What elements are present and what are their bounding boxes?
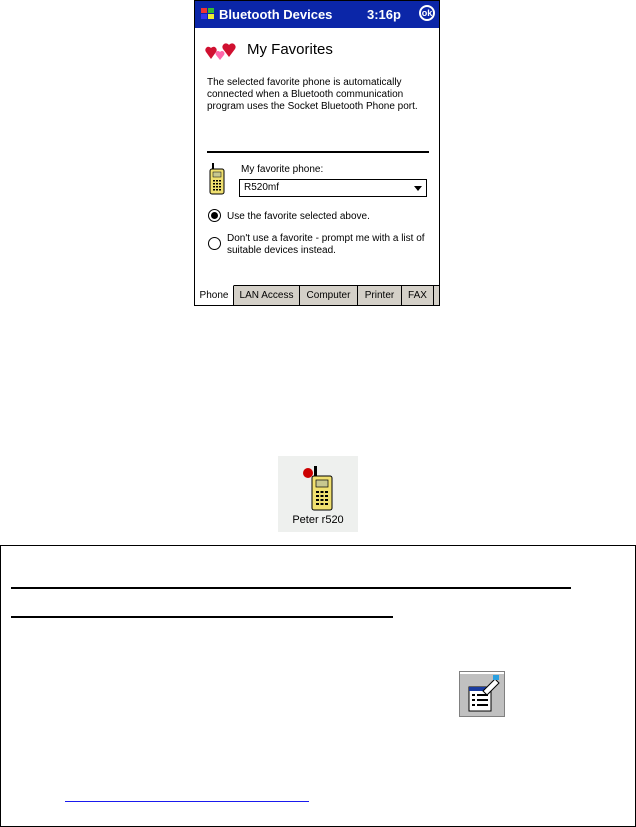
favorite-phone-label: My favorite phone: xyxy=(241,164,324,175)
ok-button[interactable]: ok xyxy=(419,5,435,21)
phone-icon xyxy=(300,464,336,512)
favorite-phone-value: R520mf xyxy=(244,182,280,193)
bluetooth-devices-window xyxy=(194,0,440,306)
hyperlink-underline[interactable] xyxy=(65,801,309,802)
tab-phone[interactable]: Phone xyxy=(195,285,234,306)
windows-start-icon[interactable] xyxy=(199,5,217,23)
underline-rule xyxy=(11,587,571,589)
use-favorite-radio[interactable] xyxy=(208,209,221,222)
chevron-down-icon[interactable] xyxy=(414,186,422,191)
hearts-icon xyxy=(205,43,237,61)
favorite-phone-select[interactable] xyxy=(239,179,427,197)
phone-icon xyxy=(209,163,225,195)
divider xyxy=(207,151,429,153)
device-shortcut[interactable] xyxy=(278,456,358,532)
window-title: Bluetooth Devices xyxy=(219,7,333,22)
prompt-me-label[interactable]: Don't use a favorite - prompt me with a list of suitable devices instead. xyxy=(227,233,425,256)
tab-lan-access[interactable]: LAN Access xyxy=(234,286,300,306)
title-bar xyxy=(195,1,439,28)
tab-printer[interactable]: Printer xyxy=(358,286,402,306)
clock[interactable]: 3:16p xyxy=(367,7,401,22)
description-text: The selected favorite phone is automatically connected when a Bluetooth communication program uses the Socket Bluetooth Phone port. xyxy=(207,77,418,112)
page-title: My Favorites xyxy=(247,41,333,58)
tab-computer[interactable]: Computer xyxy=(300,286,358,306)
radio-selected-dot xyxy=(211,212,218,219)
content-box xyxy=(0,545,636,827)
prompt-me-radio[interactable] xyxy=(208,237,221,250)
use-favorite-label[interactable]: Use the favorite selected above. xyxy=(227,211,370,222)
device-label: Peter r520 xyxy=(292,514,344,526)
tab-bar xyxy=(195,285,439,306)
underline-rule xyxy=(11,616,393,618)
settings-icon[interactable] xyxy=(459,671,505,717)
tab-fax[interactable]: FAX xyxy=(402,286,434,306)
